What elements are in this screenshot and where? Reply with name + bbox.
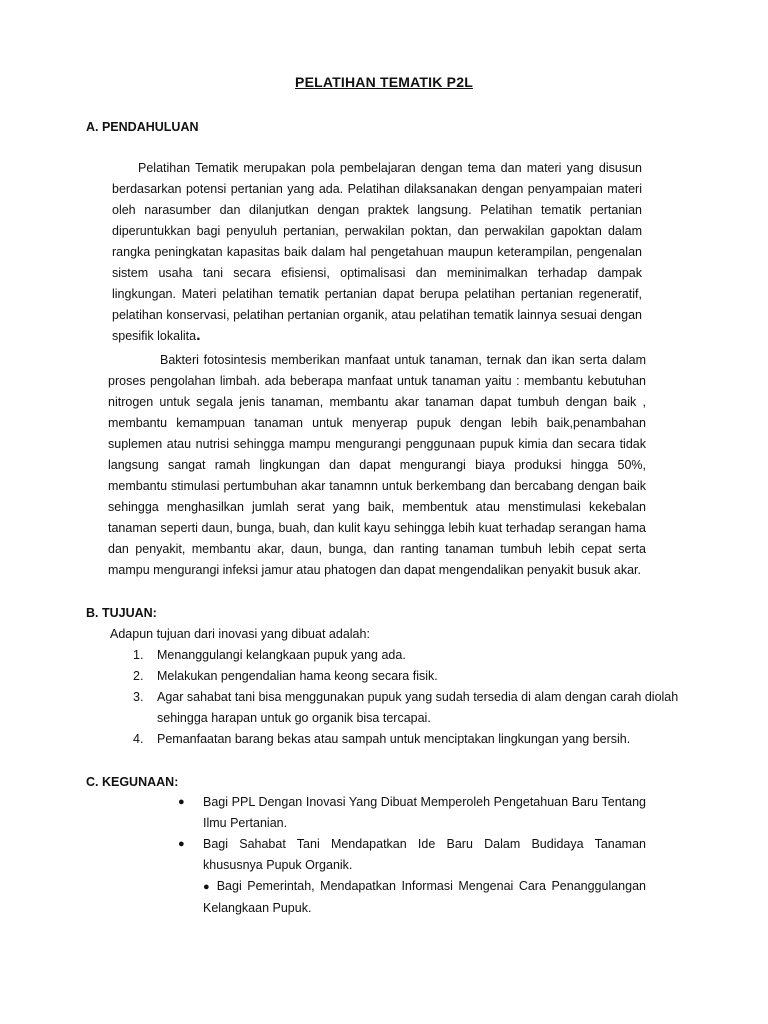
section-b-intro: Adapun tujuan dari inovasi yang dibuat adalah: bbox=[110, 627, 370, 641]
list-item bbox=[110, 645, 690, 666]
section-c-heading: C. KEGUNAAN: bbox=[86, 775, 179, 789]
kegunaan-list bbox=[178, 792, 646, 919]
list-item-text: Bagi Pemerintah, Mendapatkan Informasi Mengenai Cara Penanggulangan Kelangkaan Pupuk. bbox=[203, 879, 646, 915]
list-item-text: Agar sahabat tani bisa menggunakan pupuk yang sudah tersedia di alam dengan carah diolah sehingga harapan untuk go organik bisa tercapai. bbox=[157, 690, 679, 725]
list-item-text: Bagi PPL Dengan Inovasi Yang Dibuat Memperoleh Pengetahuan Baru Tentang Ilmu Pertanian. bbox=[203, 795, 646, 830]
bullet-icon: ● bbox=[178, 838, 185, 850]
list-item-text: Bagi Sahabat Tani Mendapatkan Ide Baru Dalam Budidaya Tanaman khususnya Pupuk Organik. bbox=[203, 837, 646, 872]
list-item bbox=[110, 666, 690, 687]
section-b-heading: B. TUJUAN: bbox=[86, 606, 157, 620]
bullet-icon: ● bbox=[178, 796, 185, 808]
paragraph-2-text: Bakteri fotosintesis memberikan manfaat untuk tanaman, ternak dan ikan serta dalam proses pengolahan limbah. ada beberapa manfaat untuk tanaman yaitu : membantu kebutuhan nitrogen untuk segala jenis tanaman, membantu akar tanaman dapat tumbuh dengan baik , membantu kemampuan tanaman untuk menyerap pupuk dengan lebih baik,penambahan suplemen atau nutrisi sehingga mampu mengurangi penggunaan pupuk kimia dan secara tidak langsung sangat ramah lingkungan dan dapat mengurangi biaya produksi hingga 50%, membantu stimulasi pertumbuhan akar tanamnn untuk berkembang dan bercabang dengan baik sehingga menghasilkan jumlah serat yang baik, membentuk atau menstimulasi kekebalan tanaman seperti daun, bunga, buah, dan kulit kayu sehingga lebih kuat terhadap serangan hama dan penyakit, membantu akar, daun, bunga, dan ranting tanaman tumbuh lebih cepat serta mampu mengurangi infeksi jamur atau phatogen dan dapat mengendalikan penyakit busuk akar. bbox=[108, 353, 646, 577]
list-item bbox=[110, 687, 690, 729]
section-a-heading: A. PENDAHULUAN bbox=[86, 120, 199, 134]
section-a-paragraph-2 bbox=[108, 350, 646, 581]
bullet-icon: ● bbox=[203, 881, 212, 893]
section-a-paragraph-1 bbox=[112, 158, 642, 347]
list-item bbox=[178, 792, 646, 834]
list-item-number: 3. bbox=[133, 690, 144, 704]
list-item-number: 2. bbox=[133, 669, 144, 683]
list-item-text: Pemanfaatan barang bekas atau sampah untuk menciptakan lingkungan yang bersih. bbox=[157, 732, 631, 746]
list-item bbox=[110, 729, 690, 750]
list-item-number: 1. bbox=[133, 648, 144, 662]
tujuan-list bbox=[110, 645, 690, 750]
document-title: PELATIHAN TEMATIK P2L bbox=[295, 74, 473, 90]
list-item-number: 4. bbox=[133, 732, 144, 746]
list-item bbox=[178, 876, 646, 919]
list-item-text: Menanggulangi kelangkaan pupuk yang ada. bbox=[157, 648, 406, 662]
paragraph-1-end-mark: . bbox=[196, 327, 201, 344]
paragraph-1-text: Pelatihan Tematik merupakan pola pembelajaran dengan tema dan materi yang disusun berdasarkan potensi pertanian yang ada. Pelatihan dilaksanakan dengan penyampaian materi oleh narasumber dan dilanjutkan dengan praktek langsung. Pelatihan tematik pertanian diperuntukkan bagi penyuluh pertanian, perwakilan poktan, dan perwakilan gapoktan dalam rangka peningkatan kapasitas baik dalam hal pengetahuan maupun keterampilan, pengenalan sistem usaha tani secara efisiensi, optimalisasi dan meminimalkan terhadap dampak lingkungan. Materi pelatihan tematik pertanian dapat berupa pelatihan pertanian regeneratif, pelatihan konservasi, pelatihan pertanian organik, atau pelatihan tematik lainnya sesuai dengan spesifik lokalita bbox=[112, 161, 642, 343]
list-item-text: Melakukan pengendalian hama keong secara fisik. bbox=[157, 669, 438, 683]
list-item bbox=[178, 834, 646, 876]
